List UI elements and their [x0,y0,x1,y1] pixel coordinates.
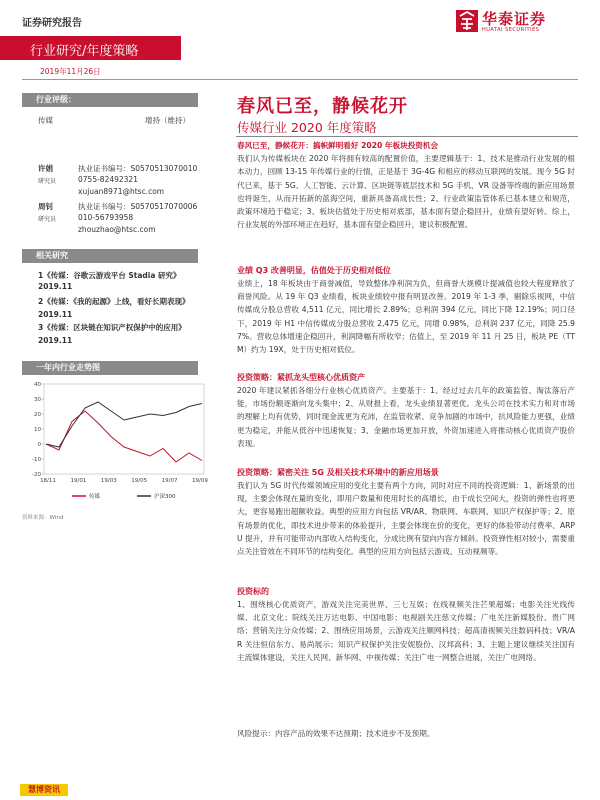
y-tick-label: 10 [34,427,41,433]
rating-value: 增持（维持） [145,116,190,125]
rating-heading: 行业评级： [22,93,198,107]
brand-name-cn: 华泰证券 [482,10,547,28]
section-summary [237,139,575,231]
related-item-date: 2019.11 [38,336,73,345]
y-tick-label: -10 [32,457,41,463]
legend-label: 沪深300 [154,494,176,500]
series-line-hs300 [46,402,202,447]
y-tick-label: 0 [37,442,41,448]
chart-source: 资料来源：Wind [22,515,64,521]
section-lead: 春风已至，静候花开：搞帜鲜明看好 2020 年板块投资机会 [237,141,439,150]
section-body: 业绩上，18 年板块由于商誉减值，导致整体净利润为负，但商誉大规模计提减值也较大程度释放了商誉风险。从 19 年 Q3 业绩看，板块业绩较中报有明显改善。2019 年 1-3 季，剔除乐视网，中信传媒成分股总营收 4,511 亿元，同比增长 2.89%；总利润 394 亿元，同比下降 12.19%；同口径下，2019 年 H1 中信传媒成分股总营收 2,475 亿元，同增 0.98%，总利润 237 亿元，同降 25.97%。营收总体增速企稳回升，利润降幅有所收窄；估值上，至 2019 年 11 月 25 日，板块 PE（TTM）约为 19X，处于历史相对低位。 [237,279,575,355]
x-tick-label: 19/03 [100,478,117,484]
analyst-phone: 0755-82492321 [78,175,138,184]
brand-name-en: HUATAI SECURITIES [482,27,540,33]
risk-warning: 风险提示：内容产品的效果不达预期；技术进步不及预期。 [237,729,435,738]
related-item-date: 2019.11 [38,310,73,319]
report-category-banner [0,36,181,60]
section-body: 1、围绕核心优质资产，游戏关注完美世界、三七互娱；在线视频关注芒果超媒；电影关注光线传媒、北京文化；院线关注万达电影、中国电影；电视剧关注慈文传媒；广电关注新媒股份、贵广网络；营销关注分众传媒；2、围绕应用场景，云游戏关注顺网科技；超高清视频关注数码科技；VR/AR 关注恒信东方、易尚展示；知识产权保护关注安妮股份、汉邦高科；3、主题上建议继续关注国有主流媒体建设，关注人民网、新华网、中视传媒；关注广电一网整合进展，关注广电网络。 [237,600,575,662]
section-heading: 业绩 Q3 改善明显，估值处于历史相对低位 [237,266,391,275]
related-research-heading: 相关研究 [22,249,198,263]
chart-heading: 一年内行业走势图 [22,361,198,375]
series-line-media [46,411,202,462]
section-heading: 投资策略：紧抓龙头型核心优质资产 [237,373,365,382]
y-tick-label: -20 [32,472,41,478]
y-tick-label: 40 [34,382,41,388]
brand-logo [456,8,576,36]
related-item[interactable]: 1《传媒：谷歌云游戏平台 Stadia 研究》 [38,271,181,280]
y-tick-label: 30 [34,397,41,403]
analyst-role: 研究员 [38,216,57,223]
title-divider [236,136,578,137]
report-subtitle: 传媒行业 2020 年度策略 [237,120,377,135]
chart-plot-frame [44,384,204,474]
x-tick-label: 19/05 [131,478,148,484]
section-body: 2020 年建议紧抓各细分行业核心优质资产。主要基于：1、经过过去几年的政策监管、淘汰落后产能，市场份额逐渐向龙头集中；2、从财报上看，龙头业绩显著更优。龙头公司在技术实力和对市场的理解上均有优势，同时现金流更为充沛，在监管收紧、竞争加剧的市场中，抗风险能力更强，业绩更为稳定，并能从低谷中迅速恢复；3、金融市场更加开放，外资加速进入将推动核心优质资产股价表现。 [237,386,575,448]
report-date: 2019年11月26日 [40,67,101,76]
section-heading: 投资标的 [237,587,269,596]
analyst-role: 研究员 [38,178,57,185]
analyst-cert: 执业证书编号：S0570517070006 [78,202,198,211]
legend-label: 传媒 [89,494,101,500]
section-heading: 投资策略：紧密关注 5G 及相关技术环境中的新应用场景 [237,468,439,477]
header-divider [22,79,578,80]
report-type-title: 证券研究报告 [22,18,82,29]
analyst-name: 周钊 [38,202,53,211]
analyst-cert: 执业证书编号：S0570513070010 [78,164,198,173]
section-body: 我们认为传媒板块在 2020 年将拥有较高的配置价值，主要逻辑基于：1、技术是推动行业发展的根本动力，回顾 13-15 年传媒行业的行情，正是基于 3G-4G 和相应的移动互联网的发展。现今 5G 时代已来，基于 5G、人工智能、云计算、区块链等底层技术和 5G 手机、VR 设备等终端的新应用场景也将诞生，从而开拓新的蓝海空间，重新具备高成长性；2、行业政策监管体系已基本建立和规范，政策环境趋于稳定；3、板块估值处于历史相对底部，基本面有望企稳回升，业绩有望好转。综上，行业发展的外部环境正在趋好，基本面有望企稳回升，建议积极配置。 [237,154,575,230]
x-tick-label: 19/07 [161,478,178,484]
footer-badge: 慧博资讯 [20,784,68,796]
analyst-email[interactable]: xujuan8971@htsc.com [78,187,165,196]
report-category-label: 行业研究/年度策略 [30,44,139,59]
report-title: 春风已至，静候花开 [237,96,408,117]
huatai-logo-icon [456,10,478,32]
analyst-email[interactable]: zhouzhao@htsc.com [78,225,156,234]
industry-trend-chart [22,376,212,521]
section-body: 我们认为 5G 时代传媒领域应用的变化主要有两个方向，同时对应不同的投资逻辑：1、新场景的出现，主要会体现在量的变化，即用户数量和使用时长的高增长，由于成长空间大，投资的弹性也将更大，更容易跑出超额收益。典型的应用方向包括 VR/AR、物联网、车联网、知识产权保护等；2、原有场景的优化，即技术进步带来的体验提升，主要会体现在价的变化，更好的体验带动付费率、ARPU 提升，并有可能带动内部收入结构变化，分成比例有望向内容方倾斜。投资弹性相对较小，需要重点关注管效在不同环节的结构变化。典型的应用方向包括云游戏、互动视频等。 [237,481,575,557]
rating-industry: 传媒 [38,116,53,125]
analyst-phone: 010-56793958 [78,213,134,222]
related-item-date: 2019.11 [38,282,73,291]
related-item[interactable]: 3《传媒：区块链在知识产权保护中的应用》 [38,323,186,332]
x-tick-label: 19/09 [192,478,208,484]
y-tick-label: 20 [34,412,41,418]
related-item[interactable]: 2《传媒：《我的起源》上线，看好长期表现》 [38,297,190,306]
x-tick-label: 18/11 [40,478,56,484]
analyst-name: 许娟 [38,164,53,173]
x-tick-label: 19/01 [70,478,87,484]
